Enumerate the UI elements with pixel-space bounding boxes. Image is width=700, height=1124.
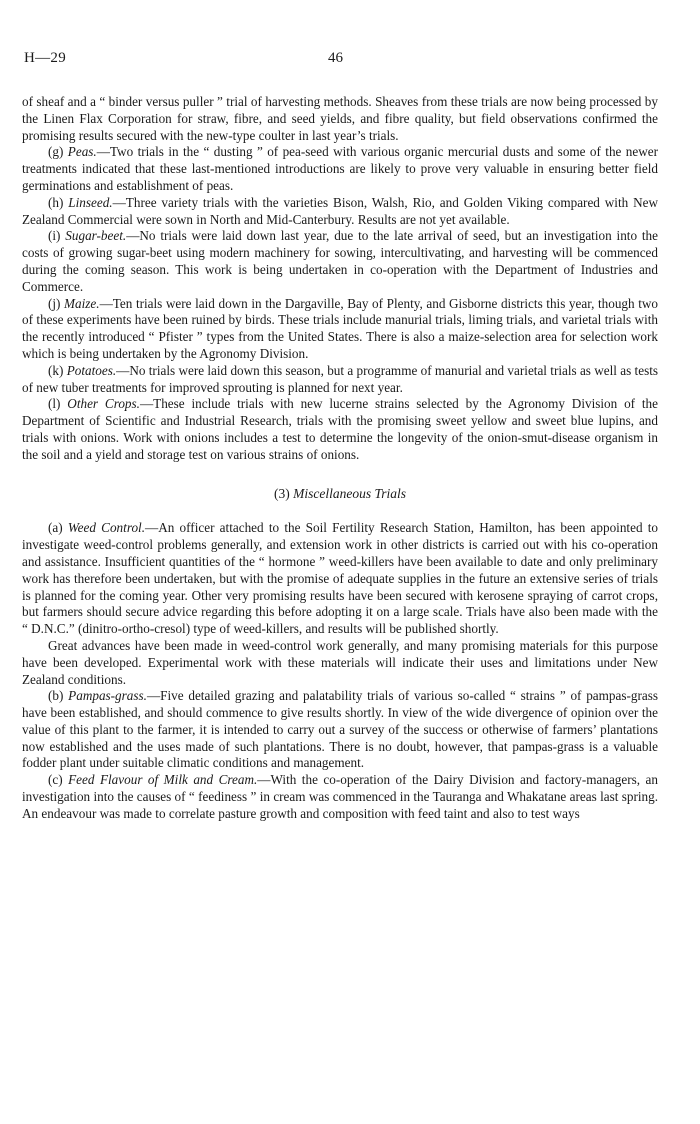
paragraph-sugar-beet: (i) Sugar-beet.—No trials were laid down last year, due to the late arrival of seed, but an investigation into the costs of growing sugar-beet using modern machinery for sowing, intercultivating, and harvesting will be commenced during the coming season. This work is being undertaken in co-operation with the Department of Industries and Commerce.: [22, 228, 658, 294]
paragraph-title: Other Crops.: [67, 396, 140, 412]
paragraph-feed-flavour: (c) Feed Flavour of Milk and Cream.—With the co-operation of the Dairy Division and factory-managers, an investigation into the causes of “ feediness ” in cream was commenced in the Tauranga and Whakatane areas last spring. An endeavour was made to correlate pasture growth and composition with feed taint and also to test ways: [22, 772, 659, 821]
paragraph-peas: (g) Peas.—Two trials in the “ dusting ” of pea-seed with various organic mercurial dusts and some of the newer treatments indicated that these last-mentioned introductions are likely to prove very valuable in ensuring better field germinations and establishment of peas.: [22, 144, 659, 193]
paragraph-other-crops: (l) Other Crops.—These include trials with new lucerne strains selected by the Agronomy Division of the Department of Scientific and Industrial Research, trials with the promising sweet yellow and sweet blue lupins, and trials with onions. Work with onions includes a test to determine the longevity of the onion-smut-disease organism in the soil and a yield and storage test on various strains of onions.: [22, 396, 658, 462]
paragraph-title: Feed Flavour of Milk and Cream.: [68, 772, 258, 788]
paragraph-pampas-grass: (b) Pampas-grass.—Five detailed grazing and palatability trials of various so-called “ strains ” of pampas-grass have been established, and should commence to give results shortly. In view of the wide divergence of opinion over the value of this plant to the farmer, it is intended to carry out a survey of the success or otherwise of farmers’ plantations now established and the uses made of such plantations. There is no doubt, however, that pampas-grass is a valuable fodder plant under suitable climatic conditions and management.: [22, 688, 658, 771]
paragraph-title: Maize.: [64, 295, 100, 311]
document-body: [22, 94, 658, 823]
document-code: H—29: [24, 50, 67, 66]
paragraph-title: Peas.: [67, 144, 97, 160]
paragraph-title: Weed Control.: [67, 520, 146, 536]
section-heading: (3) Miscellaneous Trials: [273, 485, 406, 501]
paragraph-title: Linseed.: [68, 194, 113, 210]
paragraph-linseed: (h) Linseed.—Three variety trials with the varieties Bison, Walsh, Rio, and Golden Viking compared with New Zealand Commercial were sown in North and Mid-Canterbury. Results are not yet available.: [22, 194, 659, 227]
paragraph-title: Sugar-beet.: [65, 228, 127, 244]
paragraph-weed-control-continued: Great advances have been made in weed-control work generally, and many promising materials for this purpose have been developed. Experimental work with these materials will indicate their uses and limitations under New Zealand conditions.: [22, 637, 658, 687]
paragraph-title: Pampas-grass.: [68, 688, 147, 704]
paragraph-maize: (j) Maize.—Ten trials were laid down in the Dargaville, Bay of Plenty, and Gisborne districts this year, though two of these experiments have been ruined by birds. These trials include manurial trials, liming trials, and varietal trials with the recently introduced “ Pfister ” types from the United States. There is also a maize-selection area for selection work which is being undertaken by the Agronomy Division.: [22, 295, 658, 361]
paragraph-weed-control: (a) Weed Control.—An officer attached to the Soil Fertility Research Station, Hamilton, has been appointed to investigate weed-control problems generally, and extension work in other districts is carried out with his co-operation and assistance. Insufficient quantities of the “ hormone ” weed-killers have been available to date and only preliminary work has therefore been undertaken, but with the promise of adequate supplies in the future an extensive series of trials is planned for the coming year. Other very promising results have been secured with kerosene spraying of carrot crops, but farmers should secure advice regarding this before adopting it on a large scale. Trials have also been made with the “ D.N.C.” (dinitro-ortho-cresol) type of weed-killers, and results will be published shortly.: [22, 520, 659, 637]
paragraph-title: Potatoes.: [66, 362, 117, 378]
paragraph-continued: of sheaf and a “ binder versus puller ” trial of harvesting methods. Sheaves from these trials are now being processed by the Linen Flax Corporation for straw, fibre, and seed yields, and fibre quality, but field observations confirmed the promising results secured with the new-type coulter in last year’s trials.: [22, 94, 658, 143]
paragraph-potatoes: (k) Potatoes.—No trials were laid down this season, but a programme of manurial and varietal trials as well as tests of new tuber treatments for improved sprouting is planned for next year.: [22, 362, 659, 395]
page-number: 46: [328, 50, 343, 66]
